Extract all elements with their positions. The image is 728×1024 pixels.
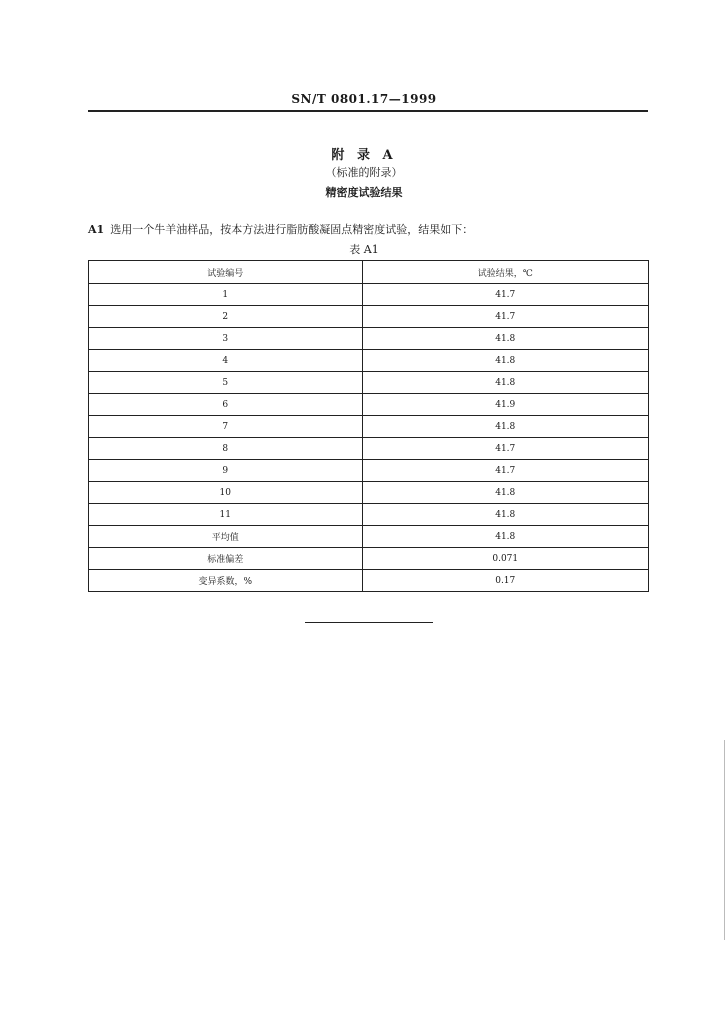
table-cell: 0.071 — [362, 548, 649, 570]
table-row — [89, 350, 649, 372]
table-header-row — [89, 261, 649, 284]
table-row-cv — [89, 570, 649, 592]
table-cell: 41.9 — [362, 394, 649, 416]
table-cell: 41.7 — [362, 306, 649, 328]
table-cell: 5 — [89, 372, 363, 394]
scan-edge — [724, 740, 725, 940]
table-cell: 标准偏差 — [89, 548, 363, 570]
table-cell: 10 — [89, 482, 363, 504]
table-cell: 41.8 — [362, 504, 649, 526]
table-cell: 41.7 — [362, 284, 649, 306]
column-header: 试验编号 — [89, 261, 363, 284]
results-table — [88, 260, 649, 592]
table-cell: 41.8 — [362, 526, 649, 548]
table-cell: 41.8 — [362, 328, 649, 350]
table-row — [89, 504, 649, 526]
table-cell: 41.7 — [362, 460, 649, 482]
table-cell: 8 — [89, 438, 363, 460]
table-caption: 表 A1 — [349, 243, 379, 256]
table-cell: 41.8 — [362, 372, 649, 394]
table-cell: 41.8 — [362, 416, 649, 438]
table-cell: 7 — [89, 416, 363, 438]
column-header: 试验结果，℃ — [362, 261, 649, 284]
end-rule — [305, 622, 433, 623]
table-cell: 41.8 — [362, 482, 649, 504]
table-row-mean — [89, 526, 649, 548]
appendix-title: 附 录 A — [331, 148, 397, 163]
table-cell: 2 — [89, 306, 363, 328]
table-cell: 4 — [89, 350, 363, 372]
table-cell: 平均值 — [89, 526, 363, 548]
clause-a1 — [88, 221, 648, 237]
table-cell: 6 — [89, 394, 363, 416]
table-row — [89, 328, 649, 350]
table-row-std-dev — [89, 548, 649, 570]
standard-code: SN/T 0801.17—1999 — [291, 92, 437, 106]
table-cell: 9 — [89, 460, 363, 482]
table-row — [89, 306, 649, 328]
table-row — [89, 284, 649, 306]
table-cell: 41.8 — [362, 350, 649, 372]
table-cell: 3 — [89, 328, 363, 350]
clause-text: 选用一个牛羊油样品，按本方法进行脂肪酸凝固点精密度试验，结果如下： — [110, 223, 474, 236]
table-cell: 11 — [89, 504, 363, 526]
header-rule — [88, 110, 648, 112]
table-row — [89, 460, 649, 482]
table-cell: 1 — [89, 284, 363, 306]
table-cell: 0.17 — [362, 570, 649, 592]
appendix-subtitle: （标准的附录） — [325, 166, 403, 179]
appendix-heading: 精密度试验结果 — [325, 186, 403, 199]
table-row — [89, 416, 649, 438]
table-row — [89, 394, 649, 416]
table-row — [89, 372, 649, 394]
table-row — [89, 482, 649, 504]
clause-number: A1 — [88, 223, 105, 236]
table-cell: 41.7 — [362, 438, 649, 460]
table-cell: 变异系数，% — [89, 570, 363, 592]
table-row — [89, 438, 649, 460]
